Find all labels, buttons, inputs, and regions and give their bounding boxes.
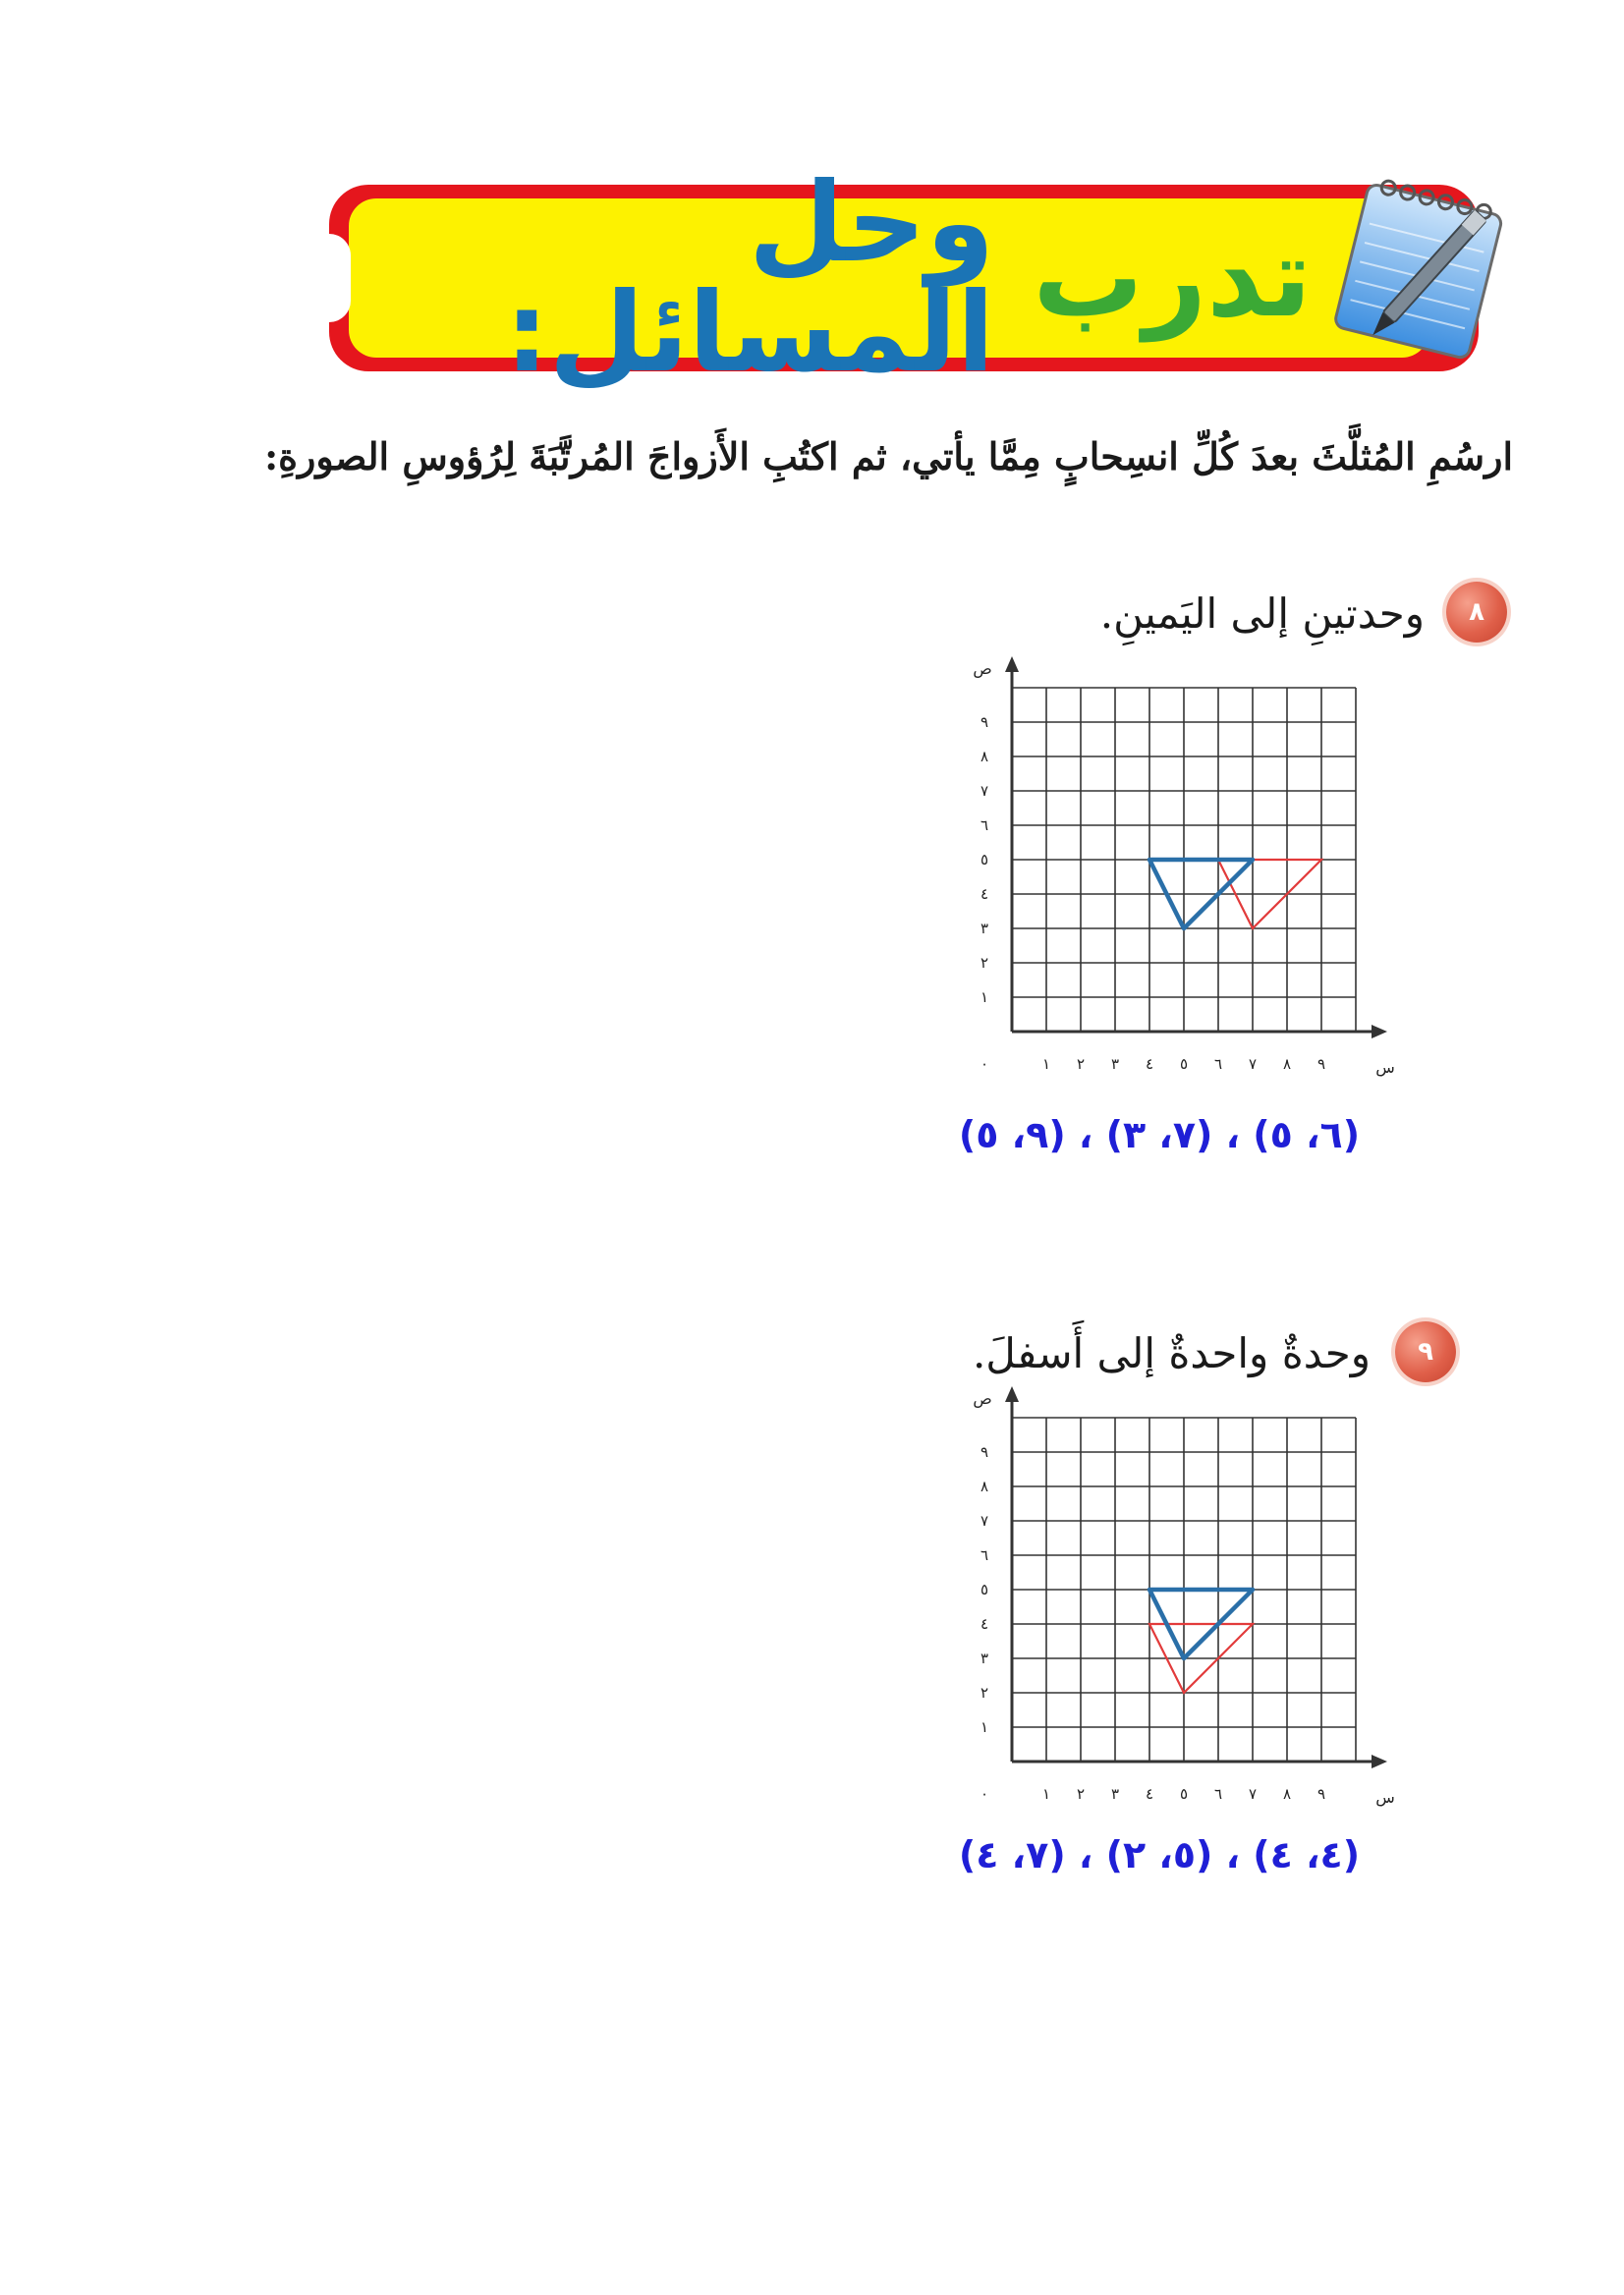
y-tick-label: ٥ bbox=[980, 1581, 989, 1598]
origin-label: ٠ bbox=[980, 1055, 989, 1073]
x-tick-label: ٨ bbox=[1282, 1785, 1292, 1803]
y-tick-label: ٤ bbox=[980, 1615, 989, 1633]
y-tick-label: ٦ bbox=[980, 816, 989, 834]
x-tick-label: ٦ bbox=[1213, 1785, 1223, 1803]
x-axis-arrow bbox=[1372, 1755, 1387, 1768]
x-tick-label: ٥ bbox=[1179, 1785, 1189, 1803]
x-tick-label: ٩ bbox=[1316, 1055, 1326, 1073]
banner-notch bbox=[329, 234, 351, 322]
y-tick-label: ٧ bbox=[980, 782, 989, 800]
coordinate-grid bbox=[943, 1389, 1395, 1816]
y-tick-label: ٨ bbox=[980, 1478, 989, 1495]
x-tick-label: ٢ bbox=[1076, 1785, 1086, 1803]
x-axis-label: س bbox=[1375, 1788, 1395, 1807]
x-axis-arrow bbox=[1372, 1025, 1387, 1038]
question-text: وحدتينِ إلى اليَمينِ. bbox=[1099, 589, 1425, 638]
notepad-pen-icon bbox=[1312, 167, 1518, 364]
x-tick-label: ٧ bbox=[1248, 1055, 1258, 1073]
x-tick-label: ٦ bbox=[1213, 1055, 1223, 1073]
y-axis-label: ص bbox=[973, 1389, 992, 1408]
y-tick-label: ٥ bbox=[980, 851, 989, 868]
x-tick-label: ٤ bbox=[1145, 1055, 1154, 1073]
title-part2: وحل المسائل: bbox=[504, 159, 995, 397]
y-tick-label: ٢ bbox=[980, 1684, 989, 1702]
title-part1: تدرب bbox=[1033, 214, 1312, 342]
x-tick-label: ٣ bbox=[1110, 1785, 1120, 1803]
question-number-badge: ٨ bbox=[1446, 582, 1507, 643]
x-tick-label: ٩ bbox=[1316, 1785, 1326, 1803]
y-axis-arrow bbox=[1005, 656, 1019, 672]
coordinate-grid bbox=[943, 659, 1395, 1086]
x-tick-label: ٧ bbox=[1248, 1785, 1258, 1803]
y-tick-label: ٣ bbox=[980, 920, 989, 937]
section-banner bbox=[329, 159, 1479, 397]
instruction-text: ارسُمِ المُثلَّثَ بعدَ كُلِّ انسِحابٍ مِمَّا يأتي، ثم اكتُبِ الأَزواجَ المُرتَّبَةَ لِرُؤوسِ الصورةِ: bbox=[264, 434, 1513, 478]
x-tick-label: ٢ bbox=[1076, 1055, 1086, 1073]
y-tick-label: ٤ bbox=[980, 885, 989, 903]
x-tick-label: ٣ bbox=[1110, 1055, 1120, 1073]
y-tick-label: ٩ bbox=[980, 1443, 989, 1461]
x-tick-label: ١ bbox=[1041, 1785, 1051, 1803]
section-title bbox=[408, 159, 1312, 397]
x-tick-label: ٤ bbox=[1145, 1785, 1154, 1803]
origin-label: ٠ bbox=[980, 1785, 989, 1803]
answer-ordered-pairs: (٤، ٤) ، (٥، ٢) ، (٧، ٤) bbox=[958, 1833, 1361, 1876]
y-tick-label: ٦ bbox=[980, 1546, 989, 1564]
y-axis-label: ص bbox=[973, 659, 992, 678]
question-text: وحدةٌ واحدةٌ إلى أَسفلَ. bbox=[972, 1329, 1371, 1377]
y-tick-label: ٢ bbox=[980, 954, 989, 972]
y-tick-label: ٧ bbox=[980, 1512, 989, 1530]
y-tick-label: ١ bbox=[980, 1718, 989, 1736]
y-tick-label: ٨ bbox=[980, 748, 989, 765]
x-axis-label: س bbox=[1375, 1058, 1395, 1077]
x-tick-label: ١ bbox=[1041, 1055, 1051, 1073]
y-tick-label: ١ bbox=[980, 988, 989, 1006]
x-tick-label: ٨ bbox=[1282, 1055, 1292, 1073]
y-tick-label: ٩ bbox=[980, 713, 989, 731]
answer-ordered-pairs: (٦، ٥) ، (٧، ٣) ، (٩، ٥) bbox=[958, 1113, 1361, 1156]
y-axis-arrow bbox=[1005, 1386, 1019, 1402]
question-number-badge: ٩ bbox=[1395, 1321, 1456, 1382]
y-tick-label: ٣ bbox=[980, 1650, 989, 1667]
x-tick-label: ٥ bbox=[1179, 1055, 1189, 1073]
banner-background bbox=[349, 159, 1429, 397]
